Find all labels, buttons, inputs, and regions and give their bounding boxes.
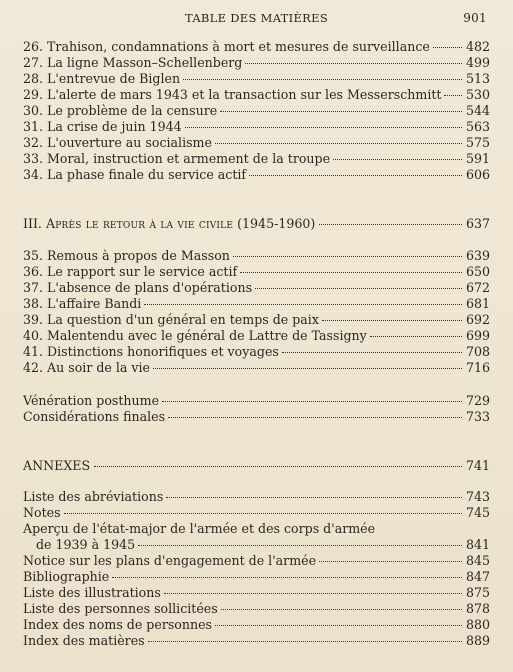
toc-entry-page: 692 (465, 312, 490, 327)
toc-part-heading-page: 637 (465, 216, 490, 231)
dot-leader (215, 143, 462, 144)
toc-entry (23, 248, 490, 263)
toc-entry (23, 151, 490, 166)
dot-leader (240, 272, 462, 273)
toc-entry-label: 26. Trahison, condamnations à mort et mesures de surveillance (23, 39, 430, 54)
toc-entry (23, 409, 490, 424)
toc-entry-page: 650 (465, 264, 490, 279)
toc-entry-label: 37. L'absence de plans d'opérations (23, 280, 253, 295)
toc-entry (23, 87, 490, 102)
toc-entry (23, 553, 490, 568)
toc-entry (23, 360, 490, 375)
toc-part-heading-label (23, 216, 319, 231)
toc-entry-label: Index des noms de personnes (23, 617, 213, 632)
dot-leader (144, 304, 462, 305)
toc-entry-page: 575 (465, 135, 490, 150)
toc-entry-label: Liste des illustrations (23, 585, 161, 600)
toc-entry-page: 841 (465, 537, 490, 552)
toc-entry-label: 32. L'ouverture au socialisme (23, 135, 212, 150)
toc-entry-page: 847 (465, 569, 490, 584)
toc-entry-label: 31. La crise de juin 1944 (23, 119, 182, 134)
toc-entry-page: 699 (465, 328, 490, 343)
dot-leader (370, 336, 462, 337)
toc-entry-page: 708 (465, 344, 490, 359)
toc-entry (23, 55, 490, 70)
toc-entry-label: Notice sur les plans d'engagement de l'armée (23, 553, 317, 568)
toc-entry-page: 845 (465, 553, 490, 568)
toc-part-heading (23, 216, 490, 231)
toc-entry-page: 513 (465, 71, 490, 86)
dot-leader (322, 320, 462, 321)
running-header (0, 9, 513, 27)
dot-leader (221, 609, 462, 610)
toc-entry-label: 33. Moral, instruction et armement de la troupe (23, 151, 331, 166)
toc-entry-page: 482 (465, 39, 490, 54)
dot-leader (220, 111, 462, 112)
dot-leader (94, 466, 462, 467)
toc-entry-label: Considérations finales (23, 409, 166, 424)
dot-leader (168, 417, 462, 418)
dot-leader (245, 63, 462, 64)
dot-leader (64, 513, 462, 514)
toc-entry-page: 591 (465, 151, 490, 166)
toc-part-heading (23, 458, 490, 473)
toc-entry-label: 30. Le problème de la censure (23, 103, 218, 118)
toc-entry (23, 264, 490, 279)
toc-entry (23, 135, 490, 150)
toc-entry-label: 35. Remous à propos de Masson (23, 248, 230, 263)
toc-entry (23, 344, 490, 359)
toc-entry (23, 601, 490, 616)
toc-entry-page: 544 (465, 103, 490, 118)
dot-leader (166, 497, 462, 498)
dot-leader (249, 175, 462, 176)
running-header-page-number: 901 (463, 11, 487, 25)
toc-entry-label: Liste des abréviations (23, 489, 164, 504)
running-header-title: TABLE DES MATIÈRES (184, 11, 329, 25)
toc-entry-multiline (23, 521, 490, 536)
toc-entry (23, 312, 490, 327)
dot-leader (138, 545, 462, 546)
toc-entry-label: 38. L'affaire Bandi (23, 296, 142, 311)
dot-leader (433, 47, 462, 48)
toc-entry-label: 28. L'entrevue de Biglen (23, 71, 181, 86)
dot-leader (282, 352, 462, 353)
toc-entry-label-line2: de 1939 à 1945 (36, 537, 136, 552)
toc-entry (23, 296, 490, 311)
toc-entry-label: Vénération posthume (23, 393, 160, 408)
toc-entry (23, 585, 490, 600)
dot-leader (444, 95, 461, 96)
toc-entry (23, 537, 490, 552)
toc-entry-label: 39. La question d'un général en temps de paix (23, 312, 319, 327)
toc-entry (23, 569, 490, 584)
dot-leader (185, 127, 462, 128)
part-heading-title: Après le retour à la vie civile (45, 216, 234, 231)
toc-entry-label: Bibliographie (23, 569, 110, 584)
toc-entry (23, 103, 490, 118)
toc-entry-page: 530 (465, 87, 490, 102)
part-heading-suffix: (1945-1960) (233, 216, 316, 231)
toc-entry-page: 889 (465, 633, 490, 648)
dot-leader (333, 159, 462, 160)
toc-entry (23, 393, 490, 408)
toc-entry (23, 119, 490, 134)
toc-entry-page: 639 (465, 248, 490, 263)
toc-entry (23, 39, 490, 54)
toc-entry-label: 40. Malentendu avec le général de Lattre de Tassigny (23, 328, 367, 343)
dot-leader (233, 256, 462, 257)
toc-entry-label: Liste des personnes sollicitées (23, 601, 218, 616)
toc-entry (23, 71, 490, 86)
toc-entry-page: 733 (465, 409, 490, 424)
toc-entry-label: 34. La phase finale du service actif (23, 167, 247, 182)
toc-entry-label-line1: Aperçu de l'état-major de l'armée et des corps d'armée (23, 521, 376, 536)
toc-entry-label: Index des matières (23, 633, 145, 648)
dot-leader (112, 577, 462, 578)
toc-entry-page: 681 (465, 296, 490, 311)
toc-entry-label: 29. L'alerte de mars 1943 et la transaction sur les Messerschmitt (23, 87, 442, 102)
toc-entry (23, 617, 490, 632)
toc-entry-label: 41. Distinctions honorifiques et voyages (23, 344, 279, 359)
toc-entry-label: Notes (23, 505, 61, 520)
toc-part-heading-page: 741 (465, 458, 490, 473)
toc-entry-label: 27. La ligne Masson–Schellenberg (23, 55, 243, 70)
dot-leader (215, 625, 462, 626)
toc-entry-page: 499 (465, 55, 490, 70)
toc-entry-page: 716 (465, 360, 490, 375)
toc-entry-page: 745 (465, 505, 490, 520)
dot-leader (148, 641, 462, 642)
toc-entry-page: 880 (465, 617, 490, 632)
dot-leader (153, 368, 462, 369)
dot-leader (162, 401, 462, 402)
toc-entry (23, 280, 490, 295)
toc-entry (23, 505, 490, 520)
toc-entry-label: 36. Le rapport sur le service actif (23, 264, 238, 279)
toc-entry-page: 606 (465, 167, 490, 182)
toc-entry-page: 672 (465, 280, 490, 295)
toc-entry-page: 875 (465, 585, 490, 600)
toc-entry (23, 167, 490, 182)
dot-leader (319, 561, 462, 562)
dot-leader (183, 79, 462, 80)
toc-entry (23, 633, 490, 648)
toc-entry-page: 729 (465, 393, 490, 408)
dot-leader (319, 224, 462, 225)
part-heading-prefix: III. (23, 216, 46, 231)
toc-entry-page: 743 (465, 489, 490, 504)
dot-leader (164, 593, 462, 594)
toc-entry-label: 42. Au soir de la vie (23, 360, 150, 375)
dot-leader (255, 288, 462, 289)
toc-entry-page: 563 (465, 119, 490, 134)
toc-entry (23, 489, 490, 504)
toc-entry (23, 328, 490, 343)
toc-entry-page: 878 (465, 601, 490, 616)
toc-part-heading-label: ANNEXES (23, 458, 91, 473)
